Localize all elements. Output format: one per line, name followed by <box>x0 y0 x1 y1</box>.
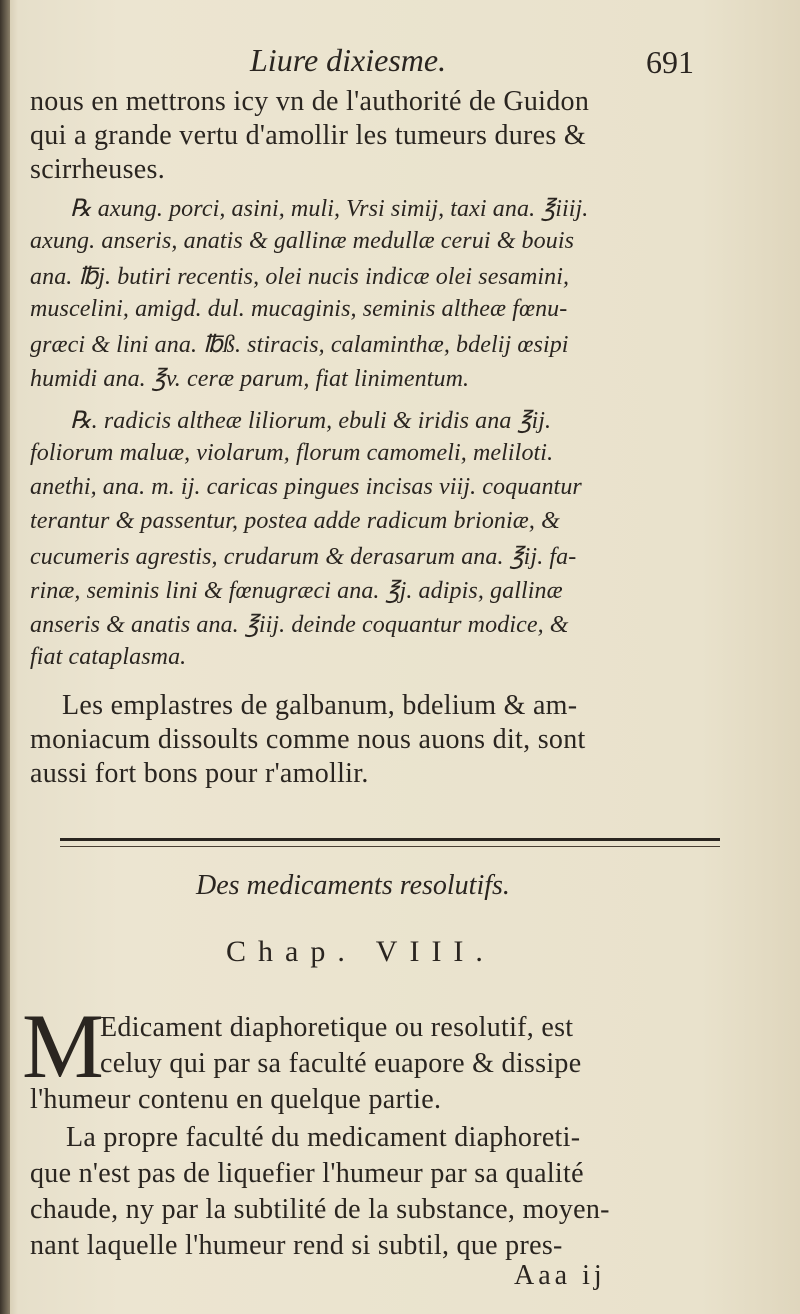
page-gutter-shadow <box>0 0 10 1314</box>
section-heading: Des medicaments resolutifs. <box>196 870 510 901</box>
text-line: aussi fort bons pour r'amollir. <box>30 758 369 789</box>
text-line: chaude, ny par la subtilité de la substance, moyen- <box>30 1194 610 1225</box>
section-rule <box>60 838 720 841</box>
text-line: nous en mettrons icy vn de l'authorité de Guidon <box>30 86 590 117</box>
recipe-line: humidi ana. ℥v. ceræ parum, fiat linimentum. <box>30 366 470 392</box>
recipe-line: fiat cataplasma. <box>30 644 187 670</box>
recipe-line: cucumeris agrestis, crudarum & derasarum ana. ℥ij. fa- <box>30 544 577 570</box>
text-line: qui a grande vertu d'amollir les tumeurs dures & <box>30 120 586 151</box>
page-number: 691 <box>646 44 694 80</box>
section-rule-thin <box>60 846 720 847</box>
recipe-line: terantur & passentur, postea adde radicum brioniæ, & <box>30 508 560 534</box>
recipe-line: ℞ axung. porci, asini, muli, Vrsi simij, taxi ana. ℥iiij. <box>70 196 589 222</box>
text-line: celuy qui par sa faculté euapore & dissipe <box>100 1048 582 1079</box>
text-line: moniacum dissoults comme nous auons dit, sont <box>30 724 586 755</box>
running-title: Liure dixiesme. <box>250 42 447 78</box>
recipe-line: muscelini, amigd. dul. mucaginis, seminis altheæ fœnu- <box>30 296 568 322</box>
text-line: La propre faculté du medicament diaphoreti- <box>66 1122 581 1153</box>
running-head <box>0 42 800 82</box>
text-line: scirrheuses. <box>30 154 166 185</box>
chapter-heading: Chap. VIII. <box>226 935 495 968</box>
text-line: l'humeur contenu en quelque partie. <box>30 1084 442 1115</box>
text-line: Edicament diaphoretique ou resolutif, est <box>100 1012 574 1043</box>
recipe-line: ℞. radicis altheæ liliorum, ebuli & iridis ana ℥ij. <box>70 408 552 434</box>
recipe-line: anseris & anatis ana. ℥iij. deinde coquantur modice, & <box>30 612 569 638</box>
text-line: Les emplastres de galbanum, bdelium & am- <box>62 690 578 721</box>
text-line: nant laquelle l'humeur rend si subtil, que pres- <box>30 1230 563 1261</box>
recipe-line: foliorum maluæ, violarum, florum camomeli, meliloti. <box>30 440 554 466</box>
recipe-line: axung. anseris, anatis & gallinæ medullæ cerui & bouis <box>30 228 575 254</box>
recipe-line: græci & lini ana. ℔ß. stiracis, calaminthæ, bdelij œsipi <box>30 332 569 358</box>
recipe-line: ana. ℔j. butiri recentis, olei nucis indicæ olei sesamini, <box>30 264 570 290</box>
signature-mark: Aaa ij <box>514 1260 606 1291</box>
text-line: que n'est pas de liquefier l'humeur par sa qualité <box>30 1158 584 1189</box>
recipe-line: rinæ, seminis lini & fœnugræci ana. ℥j. adipis, gallinæ <box>30 578 563 604</box>
recipe-line: anethi, ana. m. ij. caricas pingues incisas viij. coquantur <box>30 474 582 500</box>
drop-cap: M <box>22 995 104 1097</box>
